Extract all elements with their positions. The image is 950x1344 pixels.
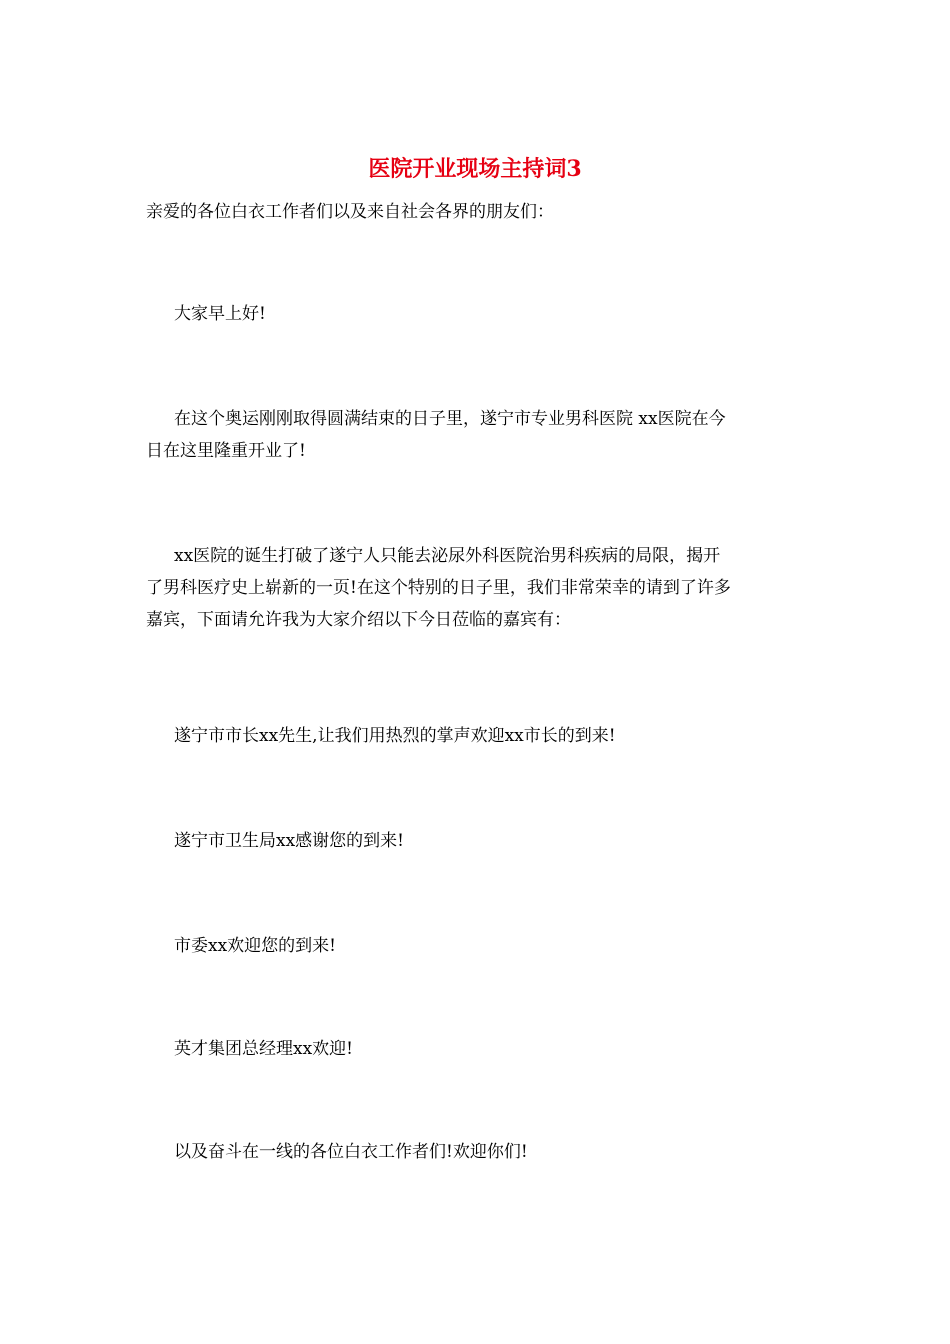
paragraph-line: 了男科医疗史上崭新的一页!在这个特别的日子里，我们非常荣幸的请到了许多 [146, 578, 731, 598]
greeting: 大家早上好! [174, 304, 266, 324]
paragraph-line: 日在这里隆重开业了! [146, 441, 306, 461]
guest-line-municipal-committee: 市委xx欢迎您的到来! [174, 936, 337, 956]
closing-line: 以及奋斗在一线的各位白衣工作者们!欢迎你们! [174, 1142, 528, 1162]
guest-line-yingcai-group: 英才集团总经理xx欢迎! [174, 1039, 354, 1059]
salutation: 亲爱的各位白衣工作者们以及来自社会各界的朋友们： [146, 202, 554, 222]
paragraph-line: 嘉宾，下面请允许我为大家介绍以下今日莅临的嘉宾有： [146, 610, 571, 630]
document-title: 医院开业现场主持词3 [368, 156, 582, 182]
paragraph-introduction [146, 540, 808, 636]
paragraph-line: xx医院的诞生打破了遂宁人只能去泌尿外科医院治男科疾病的局限，揭开 [174, 546, 721, 566]
paragraph-opening [146, 403, 808, 467]
guest-line-mayor: 遂宁市市长xx先生,让我们用热烈的掌声欢迎xx市长的到来! [174, 726, 616, 746]
guest-line-health-bureau: 遂宁市卫生局xx感谢您的到来! [174, 831, 405, 851]
paragraph-line: 在这个奥运刚刚取得圆满结束的日子里，遂宁市专业男科医院 xx医院在今 [174, 409, 726, 429]
